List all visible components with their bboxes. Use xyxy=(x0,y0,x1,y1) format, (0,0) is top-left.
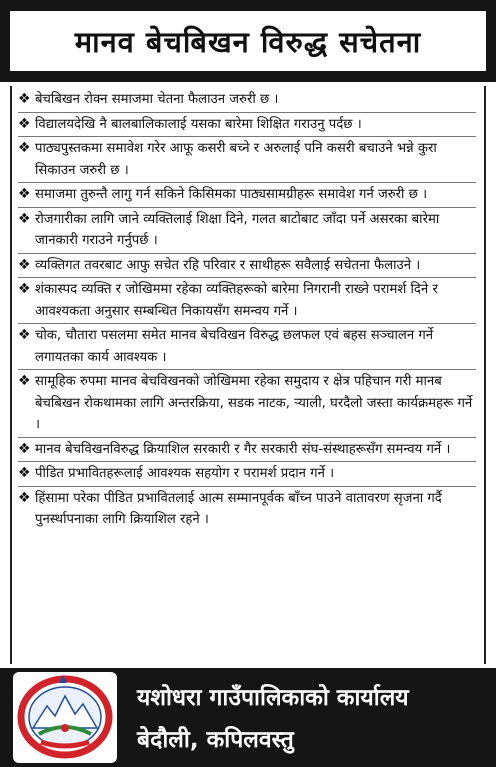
municipality-emblem-icon xyxy=(13,672,117,763)
diamond-bullet-icon: ❖ xyxy=(18,440,31,457)
list-item xyxy=(18,254,476,279)
list-item xyxy=(18,324,476,370)
list-item-text: रोजगारीका लागि जाने व्यक्तिलाई शिक्षा दिने, गलत बाटोबाट जाँदा पर्ने असरका बारेमा जानकारी गराउने गर्नुपर्छ । xyxy=(35,211,440,248)
list-item-text: पीडित प्रभावितहरूलाई आवश्यक सहयोग र परामर्श प्रदान गर्ने । xyxy=(35,466,335,481)
diamond-bullet-icon: ❖ xyxy=(18,327,31,343)
list-item xyxy=(18,438,476,463)
list-item xyxy=(18,462,476,487)
list-item-text: हिंसामा परेका पीडित प्रभावितलाई आत्म सम्मानपूर्वक बाँच्न पाउने वातावरण सृजना गर्दै पुनर्स्थापनाका लागि क्रियाशिल रहने । xyxy=(35,490,442,527)
diamond-bullet-icon: ❖ xyxy=(18,115,31,132)
list-item xyxy=(18,208,476,254)
title-box xyxy=(10,11,486,71)
list-item xyxy=(18,183,476,208)
office-address: बेदौली, कपिलवस्तु xyxy=(137,727,294,753)
list-item-text: सामूहिक रुपमा मानव बेचविखनको जोखिममा रहेका समुदाय र क्षेत्र पहिचान गरी मानब बेचबिखन रोकथामका लागि अन्तरक्रिया, सडक नाटक, र्‍याली, घरदैलो जस्ता कार्यक्रमहरू गर्ने । xyxy=(35,374,473,432)
diamond-bullet-icon: ❖ xyxy=(18,281,31,297)
list-item xyxy=(18,370,476,438)
list-item-text: व्यक्तिगत तवरबाट आफु सचेत रहि परिवार र साथीहरू सवैलाई सचेतना फैलाउने । xyxy=(35,257,421,273)
diamond-bullet-icon: ❖ xyxy=(18,210,31,227)
awareness-list xyxy=(10,86,486,664)
diamond-bullet-icon: ❖ xyxy=(18,489,31,506)
list-item-text: शंकास्पद व्यक्ति र जोखिममा रहेका व्यक्तिहरूको बारेमा निगरानी राख्ने परामर्श दिने र आवश्यकता अनुसार सम्बन्धित निकायसँग समन्वय गर्ने । xyxy=(35,282,438,319)
diamond-bullet-icon: ❖ xyxy=(18,91,31,107)
diamond-bullet-icon: ❖ xyxy=(18,256,31,273)
diamond-bullet-icon: ❖ xyxy=(18,140,31,156)
poster-title: मानव बेचबिखन विरुद्ध सचेतना xyxy=(74,24,422,59)
diamond-bullet-icon: ❖ xyxy=(18,465,31,481)
list-item-text: पाठ्यपुस्तकमा समावेश गरेर आफू कसरी बच्ने र अरुलाई पनि कसरी बचाउने भन्ने कुरा सिकाउन जरुरी छ । xyxy=(35,141,437,178)
list-item xyxy=(18,113,476,138)
diamond-bullet-icon: ❖ xyxy=(18,373,31,389)
office-name: यशोधरा गाउँपालिकाको कार्यालय xyxy=(137,685,409,711)
list-item xyxy=(18,88,476,113)
list-item-text: विद्यालयदेखि नै बालबालिकालाई यसका बारेमा शिक्षित गराउनु पर्दछ । xyxy=(35,116,362,132)
list-item xyxy=(18,487,476,532)
list-item-text: समाजमा तुरुन्तै लागु गर्न सकिने किसिमका पाठ्यसामग्रीहरू समावेश गर्न जरुरी छ । xyxy=(35,187,428,202)
title-bar xyxy=(0,0,496,82)
list-item-text: चोक, चौतारा पसलमा समेत मानव बेचविखन विरुद्ध छलफल एवं बहस सञ्चालन गर्ने लगायतका कार्य आवश्यक । xyxy=(35,328,434,365)
footer-band xyxy=(0,668,496,767)
list-item xyxy=(18,137,476,183)
emblem-graphic xyxy=(13,672,117,763)
list-item-text: बेचबिखन रोक्न समाजमा चेतना फैलाउन जरुरी छ । xyxy=(35,92,279,107)
diamond-bullet-icon: ❖ xyxy=(18,186,31,202)
list-item xyxy=(18,278,476,324)
list-item-text: मानव बेचविखनविरुद्ध क्रियाशिल सरकारी र गैर सरकारी संघ-संस्थाहरूसँग समन्वय गर्ने । xyxy=(35,441,451,457)
